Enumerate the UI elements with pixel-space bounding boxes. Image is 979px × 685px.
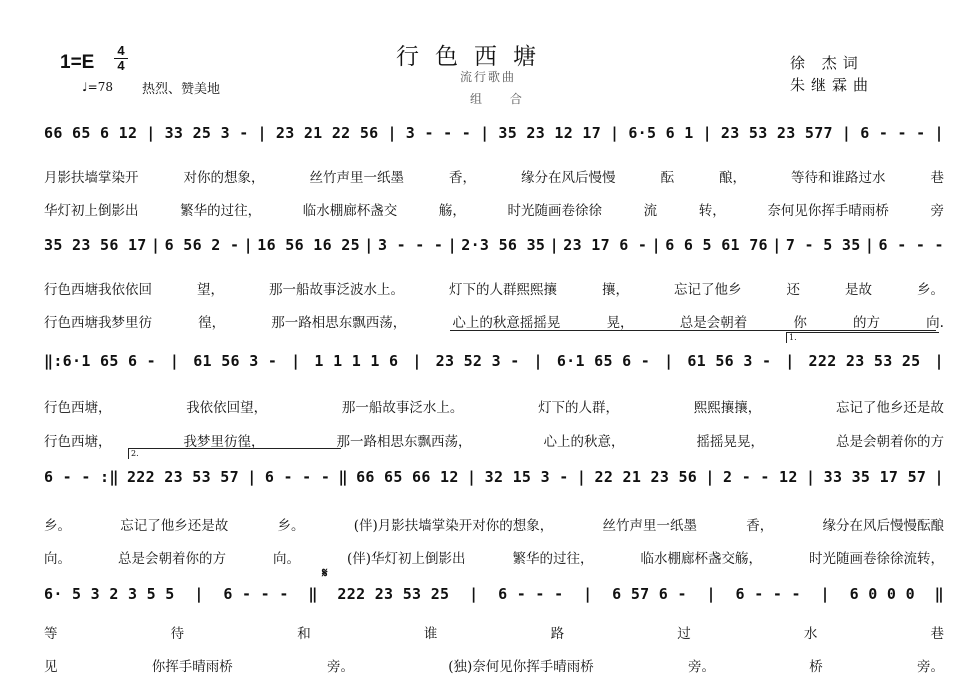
lyric-line-3-verse-2 <box>44 430 944 450</box>
measure-notes: 222 23 53 57 <box>126 468 239 486</box>
lyric-phrase: 巷 <box>930 626 944 642</box>
lyric-phrase: 总是会朝着 <box>679 315 748 331</box>
measure-notes: 2·3 56 35 <box>461 236 546 254</box>
lyric-phrase: (伴)华灯初上倒影出 <box>346 551 466 567</box>
key-signature: 1=E <box>60 52 95 73</box>
measure-notes: 6 - - - <box>860 124 926 142</box>
barline: | <box>651 236 661 254</box>
time-signature <box>114 44 128 73</box>
lyric-phrase: 等待和谁路过水 <box>791 170 886 186</box>
measure-notes: 6 - - - <box>223 585 289 603</box>
lyric-phrase: 华灯初上倒影出 <box>44 203 139 219</box>
lyric-phrase: 向. <box>926 315 944 331</box>
measure-notes: 6 56 2 - <box>164 236 240 254</box>
lyric-line-4-verse-2 <box>44 547 944 567</box>
lyric-phrase: 徨， <box>198 315 226 331</box>
barline: | <box>466 468 477 486</box>
lyric-phrase: 总是会朝着你的方 <box>117 551 226 567</box>
lyricist-credit: 徐 杰词 <box>790 54 864 72</box>
lyric-phrase: 丝竹声里一纸墨 <box>309 170 404 186</box>
lyric-phrase: 向。 <box>44 551 71 567</box>
lyric-phrase: 对你的想象， <box>183 170 265 186</box>
lyric-phrase: 乡。 <box>44 518 71 534</box>
notation-line-5 <box>44 585 944 603</box>
lyric-phrase: 灯下的人群， <box>538 400 620 416</box>
composer-credit: 朱继霖曲 <box>790 76 875 94</box>
measure-notes: 23 21 22 56 <box>275 124 379 142</box>
lyric-phrase: 摇摇晃晃， <box>696 434 764 450</box>
barline: | <box>247 468 257 486</box>
measure-notes: 7 - 5 35 <box>785 236 861 254</box>
barline: | <box>364 236 374 254</box>
lyric-phrase: 行色西塘我梦里彷 <box>44 315 152 331</box>
measure-notes: 6·1 65 6 - <box>556 352 651 370</box>
barline: | <box>934 352 944 370</box>
lyric-phrase: 熙熙攘攘， <box>693 400 762 416</box>
lyric-line-2-verse-1 <box>44 278 944 298</box>
lyric-phrase: 等 <box>44 626 58 642</box>
lyric-line-5-verse-2 <box>44 655 944 675</box>
measure-notes: 16 56 16 25 <box>257 236 360 254</box>
lyric-phrase: 水 <box>803 626 818 642</box>
barline: | <box>864 236 875 254</box>
lyric-phrase: 旁。 <box>326 659 354 675</box>
measure-notes: 35 23 12 17 <box>498 124 602 142</box>
expression-marking: 热烈、赞美地 <box>142 82 221 97</box>
barline: | <box>533 352 543 370</box>
barline: ‖:6·1 65 6 - <box>44 352 156 370</box>
measure-notes: 23 17 6 - <box>563 236 648 254</box>
lyric-phrase: (伴)月影扶墙掌染开对你的想象， <box>353 518 554 534</box>
measure-notes: 6 0 0 0 <box>849 585 915 603</box>
measure-notes: 222 23 53 25 <box>337 585 450 603</box>
lyric-phrase: 忘记了他乡还是故 <box>835 400 944 416</box>
measure-notes: 23 52 3 - <box>435 352 520 370</box>
barline: | <box>583 585 593 603</box>
volta-bracket: 1. <box>786 332 939 343</box>
barline: ‖ <box>338 468 348 486</box>
barline: | <box>934 468 944 486</box>
lyric-phrase: 乡。 <box>277 518 305 534</box>
lyric-phrase: 那一路相思东飘西荡， <box>271 315 407 331</box>
lyric-phrase: 奈何见你挥手晴雨桥 <box>767 203 889 219</box>
measure-notes: 35 23 56 17 <box>44 236 147 254</box>
notation-line-1 <box>44 124 944 142</box>
lyric-line-3-verse-1 <box>44 396 944 416</box>
lyric-phrase: 酿， <box>719 170 746 186</box>
lyric-phrase: 待 <box>170 626 185 642</box>
lyric-line-2-verse-2 <box>44 311 944 331</box>
lyric-phrase: 行色西塘， <box>44 434 112 450</box>
lyric-phrase: 忘记了他乡 <box>674 282 742 298</box>
lyric-phrase: 过 <box>677 626 691 642</box>
notation-line-4 <box>44 468 944 486</box>
lyric-phrase: 缘分在风后慢慢酝酿 <box>822 518 944 534</box>
lyric-phrase: 繁华的过往， <box>512 551 594 567</box>
lyric-phrase: 望， <box>197 282 224 298</box>
measure-notes: 6 - - - <box>878 236 944 254</box>
performer-label: 组 合 <box>470 92 534 106</box>
lyric-phrase: 临水棚廊杯盏交觞， <box>640 551 762 567</box>
lyric-phrase: 觞， <box>438 203 466 219</box>
measure-notes: 22 21 23 56 <box>594 468 698 486</box>
lyric-phrase: 香， <box>449 170 476 186</box>
lyric-phrase: 巷 <box>930 170 944 186</box>
lyric-phrase: 见 <box>44 659 58 675</box>
barline: | <box>387 124 397 142</box>
lyric-phrase: 心上的秋意， <box>543 434 625 450</box>
measure-notes: 33 25 3 - <box>164 124 249 142</box>
time-signature-bottom: 4 <box>114 58 128 73</box>
lyric-phrase: 晃， <box>606 315 634 331</box>
tempo-marking: ♩=78 <box>82 80 113 94</box>
barline: | <box>194 585 204 603</box>
barline: | <box>610 124 620 142</box>
lyric-phrase: 繁华的过往， <box>180 203 262 219</box>
notation-line-3 <box>44 352 944 370</box>
time-signature-top: 4 <box>117 43 125 58</box>
lyric-phrase: 时光随画卷徐徐 <box>507 203 602 219</box>
lyric-phrase: 和 <box>297 626 311 642</box>
measure-notes: 222 23 53 25 <box>808 352 921 370</box>
lyric-phrase: 的方 <box>852 315 880 331</box>
measure-notes: 66 65 6 12 <box>44 124 138 142</box>
lyric-phrase: 向。 <box>272 551 300 567</box>
barline: | <box>841 124 852 142</box>
barline: ‖ <box>934 585 944 603</box>
barline: | <box>549 236 559 254</box>
lyric-phrase: 灯下的人群熙熙攘 <box>449 282 557 298</box>
lyric-phrase: 临水棚廊杯盏交 <box>302 203 398 219</box>
lyric-phrase: 路 <box>550 626 565 642</box>
barline: | <box>412 352 422 370</box>
barline: 6 - - :‖ <box>44 468 119 486</box>
barline: | <box>805 468 816 486</box>
lyric-phrase: 你挥手晴雨桥 <box>151 659 233 675</box>
volta-bracket: 2. <box>128 448 341 459</box>
barline: | <box>576 468 587 486</box>
lyric-phrase: 转， <box>698 203 726 219</box>
measure-notes: 6 - - - <box>264 468 331 486</box>
measure-notes: 61 56 3 - <box>687 352 772 370</box>
lyric-phrase: 总是会朝着你的方 <box>836 434 944 450</box>
measure-notes: 6·5 6 1 <box>628 124 694 142</box>
measure-notes: 3 - - - <box>377 236 444 254</box>
measure-notes: 6 - - - <box>498 585 564 603</box>
measure-notes: 66 65 66 12 <box>356 468 459 486</box>
measure-notes: 1 1 1 1 6 <box>314 352 399 370</box>
segno-sign: 𝄋 <box>322 566 328 581</box>
lyric-line-1-verse-2 <box>44 199 944 219</box>
barline: | <box>785 352 795 370</box>
barline: | <box>934 124 944 142</box>
lyric-phrase: 丝竹声里一纸墨 <box>602 518 697 534</box>
lyric-phrase: 旁。 <box>916 659 944 675</box>
barline: | <box>257 124 267 142</box>
lyric-phrase: 那一路相思东飘西荡， <box>336 434 472 450</box>
lyric-phrase: 酝 <box>660 170 674 186</box>
measure-notes: 6 6 5 61 76 <box>665 236 768 254</box>
lyric-phrase: 流 <box>643 203 658 219</box>
measure-notes: 6 - - - <box>735 585 801 603</box>
lyric-phrase: 攘， <box>602 282 629 298</box>
lyric-phrase: 旁。 <box>687 659 715 675</box>
lyric-phrase: 乡。 <box>917 282 944 298</box>
lyric-phrase: 行色西塘我依依回 <box>44 282 152 298</box>
lyric-phrase: 还 <box>786 282 800 298</box>
barline: | <box>447 236 457 254</box>
measure-notes: 3 - - - <box>405 124 472 142</box>
barline: | <box>705 468 715 486</box>
lyric-phrase: 行色西塘， <box>44 400 112 416</box>
barline: | <box>480 124 490 142</box>
lyric-phrase: 时光随画卷徐徐流转， <box>808 551 944 567</box>
measure-notes: 2 - - 12 <box>723 468 798 486</box>
lyric-phrase: 旁 <box>930 203 944 219</box>
lyric-phrase: (独)奈何见你挥手晴雨桥 <box>448 659 594 675</box>
song-genre: 流行歌曲 <box>460 70 517 84</box>
barline: | <box>706 585 716 603</box>
measure-notes: 32 15 3 - <box>484 468 569 486</box>
phrase-underline <box>450 330 936 331</box>
barline: ‖ <box>308 585 318 603</box>
measure-notes: 6 57 6 - <box>612 585 687 603</box>
lyric-line-4-verse-1 <box>44 514 944 534</box>
lyric-phrase: 谁 <box>423 626 438 642</box>
lyric-phrase: 你 <box>793 315 807 331</box>
notation-line-2 <box>44 236 944 254</box>
barline: | <box>772 236 782 254</box>
barline: | <box>169 352 180 370</box>
lyric-phrase: 是故 <box>845 282 872 298</box>
lyric-phrase: 忘记了他乡还是故 <box>120 518 229 534</box>
measure-notes: 61 56 3 - <box>193 352 278 370</box>
lyric-phrase: 缘分在风后慢慢 <box>521 170 616 186</box>
barline: | <box>146 124 156 142</box>
barline: | <box>820 585 830 603</box>
barline: | <box>469 585 479 603</box>
lyric-phrase: 那一船故事泛水上。 <box>341 400 464 416</box>
lyric-phrase: 桥 <box>809 659 823 675</box>
lyric-phrase: 那一船故事泛波水上。 <box>269 282 404 298</box>
barline: | <box>291 352 301 370</box>
song-title: 行色西塘 <box>396 44 552 70</box>
lyric-phrase: 我依依回望， <box>186 400 268 416</box>
lyric-line-1-verse-1 <box>44 166 944 186</box>
lyric-line-5-verse-1 <box>44 622 944 642</box>
measure-notes: 23 53 23 577 <box>720 124 833 142</box>
lyric-phrase: 月影扶墙掌染开 <box>44 170 139 186</box>
lyric-phrase: 香， <box>746 518 774 534</box>
measure-notes: 6· 5 3 2 3 5 5 <box>44 585 175 603</box>
lyric-phrase: 我梦里彷徨， <box>183 434 265 450</box>
barline: | <box>243 236 253 254</box>
barline: | <box>150 236 161 254</box>
barline: | <box>702 124 712 142</box>
barline: | <box>664 352 674 370</box>
measure-notes: 33 35 17 57 <box>823 468 927 486</box>
lyric-phrase: 心上的秋意摇摇晃 <box>452 315 561 331</box>
